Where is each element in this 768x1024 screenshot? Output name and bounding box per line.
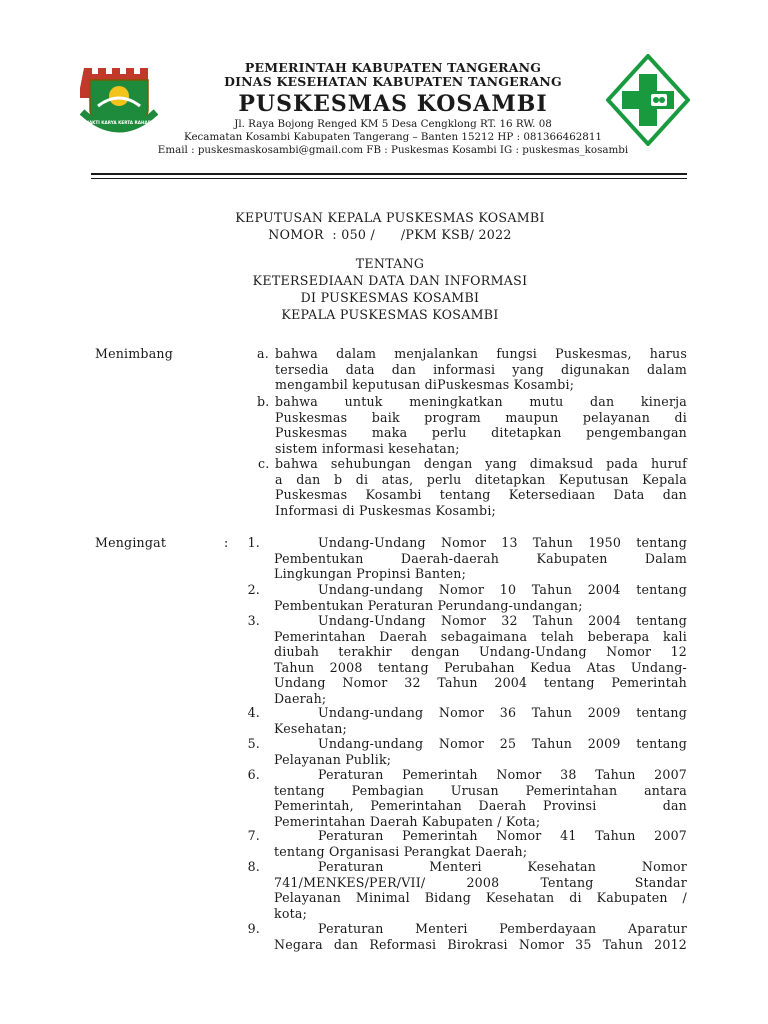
line: Undang Nomor 32 Tahun 2004 tentang Pemerintah bbox=[274, 675, 687, 691]
line: Tahun 2008 tentang Perubahan Kedua Atas Undang- bbox=[274, 659, 687, 675]
list-item bbox=[274, 828, 687, 859]
line: Pemerintahan Daerah sebagaimana telah beberapa kali bbox=[274, 628, 687, 644]
subject-line: KETERSEDIAAN DATA DAN INFORMASI bbox=[252, 273, 528, 288]
list-marker: 4. bbox=[247, 705, 260, 720]
list-item bbox=[275, 394, 687, 456]
list-marker: a. bbox=[257, 346, 269, 361]
line: Pelayanan Minimal Bidang Kesehatan di Kabupaten / bbox=[274, 890, 687, 906]
government-name: PEMERINTAH KABUPATEN TANGERANG bbox=[244, 60, 542, 75]
line: Lingkungan Propinsi Banten; bbox=[274, 566, 467, 582]
line: Peraturan Pemerintah Nomor 41 Tahun 2007 bbox=[318, 828, 687, 843]
line: Pemerintah, Pemerintahan Daerah Provinsi dan bbox=[274, 798, 687, 814]
list-marker: 5. bbox=[247, 736, 260, 751]
decree-subject bbox=[92, 255, 688, 323]
line: Pelayanan Publik; bbox=[274, 751, 392, 767]
institution-name: PUSKESMAS KOSAMBI bbox=[238, 91, 548, 117]
decree-title: KEPUTUSAN KEPALA PUSKESMAS KOSAMBI bbox=[235, 210, 545, 225]
list-item bbox=[274, 535, 687, 582]
letterhead-divider-thick bbox=[91, 173, 687, 175]
list-item bbox=[274, 767, 687, 829]
decree-heading bbox=[92, 209, 688, 243]
line: tersedia data dan informasi yang digunakan dalam bbox=[275, 361, 687, 377]
subject-line: KEPALA PUSKESMAS KOSAMBI bbox=[281, 307, 499, 322]
list-item bbox=[274, 921, 687, 952]
list-marker: 9. bbox=[247, 921, 260, 936]
subject-line: DI PUSKESMAS KOSAMBI bbox=[300, 290, 480, 305]
list-item bbox=[274, 613, 687, 707]
line: Peraturan Menteri Pemberdayaan Aparatur bbox=[318, 921, 687, 936]
list-marker: c. bbox=[258, 456, 270, 471]
list-marker: 1. bbox=[247, 535, 260, 550]
line: tentang Pembagian Urusan Pemerintahan antara bbox=[274, 782, 687, 798]
section-label-menimbang: Menimbang bbox=[95, 346, 173, 361]
line: Undang-Undang Nomor 13 Tahun 1950 tentang bbox=[318, 535, 687, 550]
letterhead bbox=[100, 61, 686, 157]
list-item bbox=[274, 859, 687, 921]
list-marker: b. bbox=[257, 394, 270, 409]
line: Undang-undang Nomor 10 Tahun 2004 tentang bbox=[318, 582, 687, 597]
list-item bbox=[275, 346, 687, 393]
list-marker: 7. bbox=[247, 828, 260, 843]
line: mengambil keputusan diPuskesmas Kosambi; bbox=[275, 377, 575, 393]
line: Pembentukan Peraturan Perundang-undangan; bbox=[274, 597, 583, 613]
line: kota; bbox=[274, 905, 308, 921]
section-label-mengingat: Mengingat bbox=[95, 535, 167, 550]
line: 741/MENKES/PER/VII/ 2008 Tentang Standar bbox=[274, 874, 687, 890]
line: bahwa dalam menjalankan fungsi Puskesmas, harus bbox=[275, 346, 687, 361]
list-item bbox=[274, 736, 687, 767]
list-marker: 2. bbox=[247, 582, 260, 597]
line: Peraturan Menteri Kesehatan Nomor bbox=[318, 859, 687, 874]
list-item bbox=[274, 582, 687, 613]
line: Puskesmas Kosambi tentang Ketersediaan Data dan bbox=[275, 487, 687, 503]
line: a dan b di atas, perlu ditetapkan Keputusan Kepala bbox=[275, 471, 687, 487]
line: Peraturan Pemerintah Nomor 38 Tahun 2007 bbox=[318, 767, 687, 782]
line: diubah terakhir dengan Undang-Undang Nomor 12 bbox=[274, 644, 687, 660]
seal-motto: BHAKTI KARYA KERTA RAHARJA bbox=[82, 120, 156, 125]
line: bahwa sehubungan dengan yang dimaksud pada huruf bbox=[275, 456, 687, 471]
line: Daerah; bbox=[274, 690, 327, 706]
list-marker: 8. bbox=[247, 859, 260, 874]
line: Pembentukan Daerah-daerah Kabupaten Dalam bbox=[274, 550, 687, 566]
list-item bbox=[275, 456, 687, 518]
section-colon: : bbox=[224, 535, 229, 550]
line: Pemerintahan Daerah Kabupaten / Kota; bbox=[274, 813, 541, 829]
contact-line: Email : puskesmaskosambi@gmail.com FB : Puskesmas Kosambi IG : puskesmas_kosambi bbox=[157, 144, 629, 156]
line: Undang-Undang Nomor 32 Tahun 2004 tentang bbox=[318, 613, 687, 628]
list-marker: 3. bbox=[247, 613, 260, 628]
address-line-1: Jl. Raya Bojong Renged KM 5 Desa Cengklong RT. 16 RW. 08 bbox=[234, 118, 552, 130]
line: sistem informasi kesehatan; bbox=[275, 440, 460, 456]
agency-name: DINAS KESEHATAN KABUPATEN TANGERANG bbox=[224, 74, 562, 89]
line: Puskesmas baik program maupun pelayanan di bbox=[275, 409, 687, 425]
list-item bbox=[274, 705, 687, 736]
list-marker: 6. bbox=[247, 767, 260, 782]
line: Undang-undang Nomor 25 Tahun 2009 tentang bbox=[318, 736, 687, 751]
line: Informasi di Puskesmas Kosambi; bbox=[275, 502, 496, 518]
line: Puskesmas maka perlu ditetapkan pengembangan bbox=[275, 425, 687, 441]
about-label: TENTANG bbox=[355, 256, 425, 271]
line: tentang Organisasi Perangkat Daerah; bbox=[274, 843, 528, 859]
letterhead-divider-thin bbox=[91, 178, 687, 179]
line: Negara dan Reformasi Birokrasi Nomor 35 Tahun 2012 bbox=[274, 936, 687, 952]
line: bahwa untuk meningkatkan mutu dan kinerja bbox=[275, 394, 687, 409]
decree-number: NOMOR : 050 / /PKM KSB/ 2022 bbox=[268, 227, 512, 242]
address-line-2: Kecamatan Kosambi Kabupaten Tangerang – Banten 15212 HP : 081366462811 bbox=[184, 131, 602, 143]
line: Undang-undang Nomor 36 Tahun 2009 tentang bbox=[318, 705, 687, 720]
line: Kesehatan; bbox=[274, 720, 347, 736]
